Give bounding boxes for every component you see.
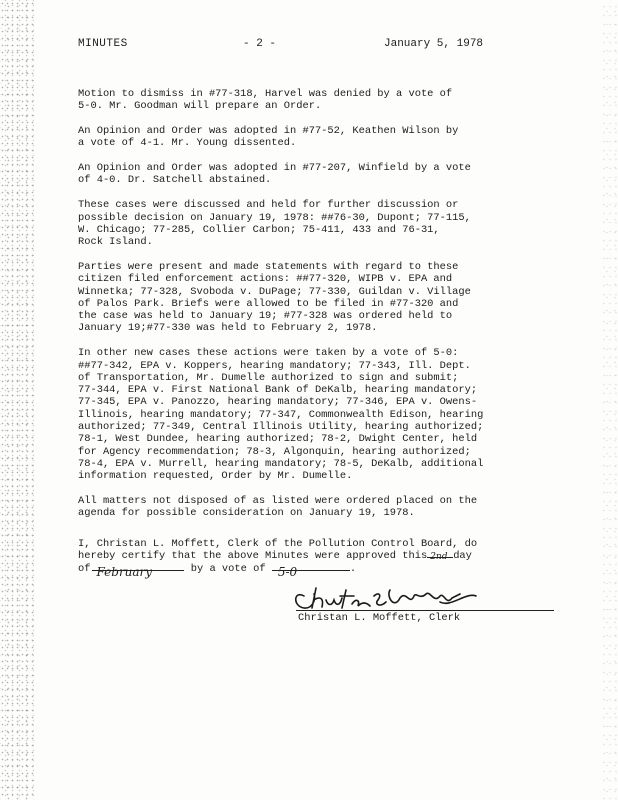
scan-noise-right	[600, 0, 618, 800]
certification-line-2-end: day	[453, 550, 472, 563]
certification-vote-label: by a vote of	[190, 562, 266, 575]
month-blank	[92, 564, 184, 579]
minutes-body	[78, 88, 578, 532]
page-header	[78, 38, 518, 52]
certification-line-2-text: hereby certify that the above Minutes were approved this	[78, 550, 428, 563]
certification-of-label: of	[78, 562, 91, 575]
handwritten-day: 2nd	[430, 552, 448, 563]
signature-line	[296, 610, 554, 611]
paragraph-keathen-wilson: An Opinion and Order was adopted in #77-52, Keathen Wilson by a vote of 4-1. Mr. Young dissented.	[78, 125, 459, 150]
certification-period: .	[349, 562, 357, 575]
header-page-number: - 2 -	[243, 38, 277, 50]
certification-line-2	[78, 550, 578, 562]
header-title: MINUTES	[78, 38, 128, 50]
paragraph-new-cases: In other new cases these actions were taken by a vote of 5-0: ##77-342, EPA v. Koppers, hearing mandatory; 77-343, Ill. Dept. of Transportation, Mr. Dumelle authorized to sign and submit; 77-344, EPA v. First National Bank of DeKalb, hearing mandatory; 77-345, EPA v. Panozzo, hearing mandatory; 77-346, EPA v. Owens- Illinois, hearing mandatory; 77-347, Commonwealth Edison, hearing authorized; 77-349, Central Illinois Utility, hearing authorized; 78-1, West Dundee, hearing authorized; 78-2, Dwight Center, held for Agency recommendation; 78-3, Algonquin, hearing authorized; 78-4, EPA v. Murrell, hearing mandatory; 78-5, DeKalb, additional information requested, Order by Mr. Dumelle.	[78, 347, 484, 483]
clerk-certification	[78, 538, 578, 579]
certification-line-3	[78, 562, 578, 579]
header-date: January 5, 1978	[384, 38, 484, 50]
paragraph-winfield: An Opinion and Order was adopted in #77-207, Winfield by a vote of 4-0. Dr. Satchell abstained.	[78, 162, 471, 187]
signatory-name: Christan L. Moffett, Clerk	[298, 612, 461, 624]
paragraph-held-cases: These cases were discussed and held for further discussion or possible decision on January 19, 1978: ##76-30, Dupont; 77-115, W. Chicago; 77-285, Collier Carbon; 75-411, 433 and 76-31, Rock Island.	[78, 199, 471, 249]
certification-line-1: I, Christan L. Moffett, Clerk of the Pollution Control Board, do	[78, 538, 478, 550]
signature-block	[290, 582, 560, 642]
scan-noise-left	[0, 0, 34, 800]
vote-blank	[272, 564, 350, 579]
day-blank	[427, 552, 453, 563]
paragraph-citizen-actions: Parties were present and made statements with regard to these citizen filed enforcement actions: ##77-320, WIPB v. EPA and Winnetka; 77-328, Svoboda v. DuPage; 77-330, Guildan v. Village of Palos Park. Briefs were allowed to be filed in #77-320 and the case was held to January 19; #77-328 was ordered held to January 19;#77-330 was held to February 2, 1978.	[78, 260, 471, 335]
paragraph-harvel: Motion to dismiss in #77-318, Harvel was denied by a vote of 5-0. Mr. Goodman will prepare an Order.	[78, 88, 453, 113]
handwritten-vote: 5-0	[277, 564, 298, 579]
handwritten-month: February	[96, 564, 153, 579]
paragraph-remaining-matters: All matters not disposed of as listed were ordered placed on the agenda for possible consideration on January 19, 1978.	[78, 495, 478, 520]
